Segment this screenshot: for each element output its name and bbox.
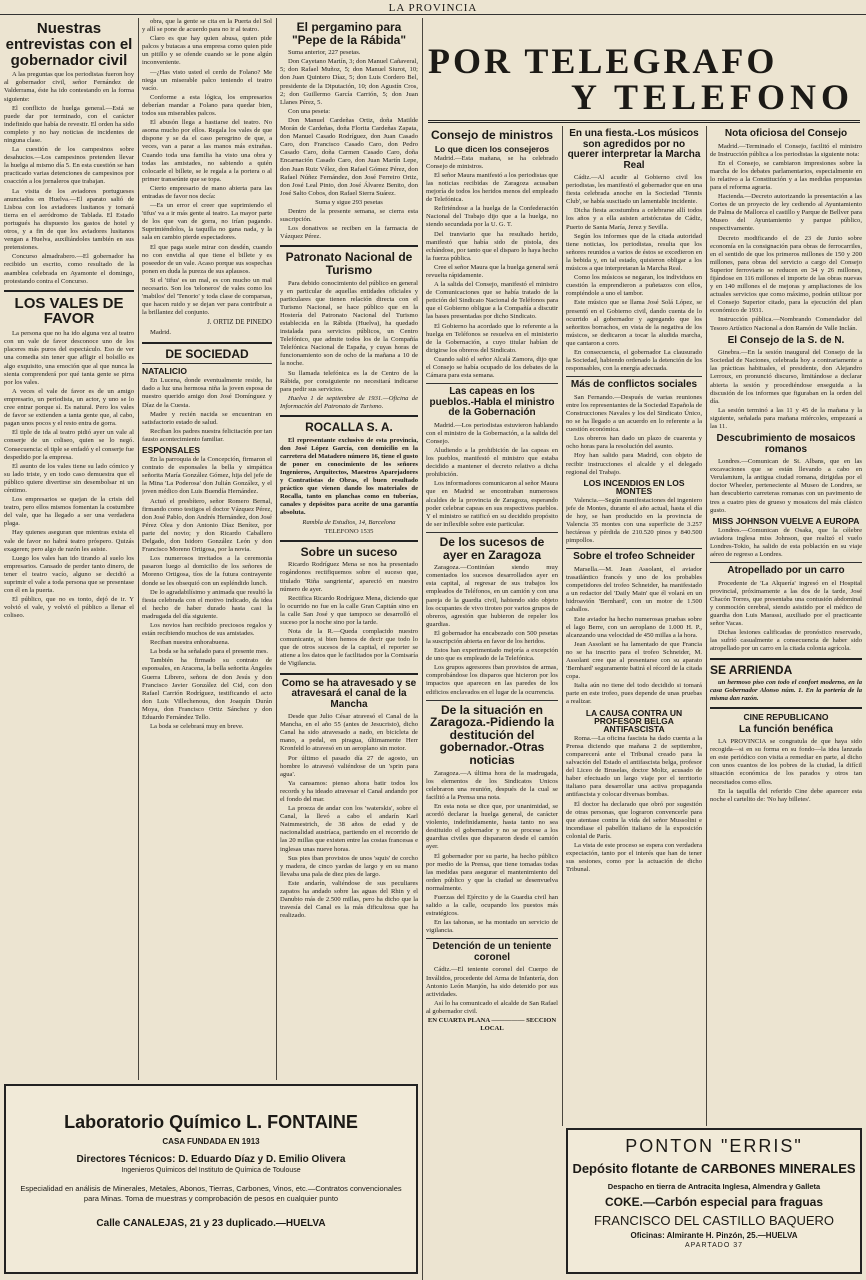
paragraph: A las preguntas que los periodistas fueron hoy al gobernador civil, señor Fernández de Valderrama, éste ha ido contestando en la forma siguiente:: [4, 71, 134, 103]
page-reference: EN CUARTA PLANA ————— SECCION LOCAL: [427, 1017, 557, 1033]
paragraph: —¿Has visto usted el cerdo de Folano? Me niega un miserable palco teniendo el teatro vacío.: [142, 68, 272, 92]
divider: [142, 342, 272, 344]
paragraph: A la salida del Consejo, manifestó el ministro de Comunicaciones que se había tratado de la petición del Sindicato Nacional de Teléfonos para que el Gobierno obligue a la Compañía a discutir las bases presentadas por dicho Sindicato.: [426, 281, 558, 321]
paragraph: Reciban nuestra enhorabuena.: [150, 639, 230, 647]
ad-title: SE ARRIENDA: [710, 662, 793, 677]
telegrafo-banner: [428, 40, 860, 120]
paragraph: —Es un error el creer que suprimiendo el 'tifus' va a ir más gente al teatro. La mayor parte de los que van de gorra, no irían pagando. Suprimiéndolos, la taquilla no gana nada, y la sala en cambio pierde espectadores.: [142, 202, 272, 242]
paragraph: Hoy han salido para Madrid, con objeto de recibir instrucciones el alcalde y el delegado regional del Trabajo.: [566, 452, 702, 476]
paragraph: Por último el pasado día 27 de agosto, un hombre lo atravesó valiéndose de un 'sprin para agua'.: [280, 754, 418, 778]
paragraph: La proeza de andar con los 'waterskis', sobre el Canal, la llevó a cabo el andarín Karl Naimmestrich, de 38 años de edad y de nacionalidad austríaca, partiendo en el recorrido de las 20 millas que existen entre las costas francesas e inglesas unas nueve horas.: [280, 805, 418, 853]
ad-directors: Directores Técnicos: D. Eduardo Díaz y D. Emilio Olivera: [76, 1154, 346, 1165]
paragraph: Reciban los padres nuestra felicitación por tan fausto acontecimiento familiar.: [142, 427, 272, 443]
paragraph: Dentro de la presente semana, se cierra esta suscripción.: [280, 207, 418, 224]
paragraph: Cuando salió el señor Alcalá Zamora, dijo que el Consejo se había ocupado de los debates de la Cámara para esta semana.: [426, 355, 558, 380]
divider: [280, 673, 418, 675]
column-rule: [276, 18, 277, 1080]
subheading: NATALICIO: [142, 366, 188, 377]
ad-text: un hermoso piso con todo el confort moderno, en la casa Gobernador Alonso núm. 1. En la portería de la misma dan razón.: [710, 679, 862, 703]
subheading: CINE REPUBLICANO: [743, 712, 829, 723]
paragraph: San Fernando.—Después de varias reuniones entre los representantes de la Sociedad Española de Construcciones Navales y los del Sindicato Único, no se ha llegado a un acuerdo en lo referente a la cuestión económica.: [566, 393, 702, 434]
ad-text: El representante exclusivo de esta provincia, don José López García, con domicilio en la carretera del Matadero número 16, tiene el gusto de poner en conocimiento de los señores Ingenieros, Arquitectos, Maestros Aparejadores y Contratistas de Obras, el buen resultado práctico que vienen dando los materiales de Rocalla, tanto en planchas como en tuberías, canales y depósitos para aceite de una garantía absoluta.: [280, 436, 418, 517]
paragraph: Los informadores comunicaron al señor Maura que en Madrid se encontraban numerosos alcaldes de la provincia de Zaragoza, esperando poder celebrar capeas en sus respectivos pueblos. Y el ministro se ratificó en su decidido propósito de ser inflexible sobre este particular.: [426, 480, 558, 528]
paragraph: LA PROVINCIA se congratula de que haya sido recogida—si en su forma en su fondo—la idea lanzada en este periódico con visita a remediar en parte, al dicho con unos cuantos de los pobres de la ciudad, la difícil situación económica de los parados y otros tan necesitados como ellos.: [710, 738, 862, 786]
paragraph: Ricardo Rodríguez Mena se nos ha presentado rogándonos rectifiquemos sobre el suceso que, titulado 'Riña sangrienta', apareció en nuestro número de ayer.: [280, 561, 418, 593]
paragraph: Valencia.—Según manifestaciones del ingeniero jefe de Montes, durante el año actual, hasta el día de hoy, se han producido en la provincia de Valencia 35 montes con una superficie de 3.257 hectáreas y pérdida de 210.520 pinos y 840.500 pimpollos.: [566, 496, 702, 545]
paragraph: Cree el señor Maura que la huelga general será revuelta rápidamente.: [426, 263, 558, 279]
divider: [142, 363, 272, 364]
paragraph: Zaragoza.—A última hora de la madrugada, los elementos de los Sindicatos Unicos celebraron una reunión, después de la cual se facilitó a la Prensa una nota.: [426, 769, 558, 801]
paragraph: En consecuencia, el gobernador La clausurado la Sociedad, habiendo ordenado la detención de los responsables, con la energía adecuada.: [566, 348, 702, 373]
banner-rule: [428, 120, 860, 123]
divider: [280, 415, 418, 417]
paragraph: Marsella.—M. Jean Assolant, el aviador trasatlántico francés y uno de los probables competidores del trofeo Schneider, ha manifestado a un redactor del 'Daily Main' que él volará en un hidroavión 'Bernhard', con un motor de 1.500 caballos.: [566, 565, 702, 614]
headline: De la situación en Zaragoza.-Pidiendo la destitución del gobernador.-Otras noticias: [429, 702, 555, 767]
column-rule: [138, 18, 139, 1080]
paragraph: Este músico que se llama José Solá López, se presentó en el Gobierno civil, dando cuenta de lo ocurrido al gobernador y agregando que los señoritos borrachos, en vista de la negativa de los músicos, se dedicaron a tocar la aludida marcha, que cantaron a coro.: [566, 299, 702, 347]
headline: Como se ha atravesado y se atravesará el canal de la Mancha: [281, 677, 417, 710]
ad-line: Ingenieros Químicos del Instituto de Química de Toulouse: [121, 1167, 301, 1174]
paragraph: Desde que Julio César atravesó el Canal de la Mancha, en el año 55 (antes de Jesucristo), dicho Canal ha sido atravesado a nado, en bicicleta de mano, a pedal, en piragua, últimamente Herr Kronfeld lo atravesó en un aeroplano sin motor.: [280, 713, 418, 753]
paragraph: Los donativos se reciben en la farmacia de Vázquez Pérez.: [280, 225, 418, 241]
paragraph: Madrid.—Los periodistas estuvieron hablando con el ministro de la Gobernación, a la salida del Consejo.: [426, 421, 558, 445]
paragraph: Ya cansamos: pienso ahora batir todos los records y ha ideado atravesar el Canal andando por el fondo del mar.: [280, 779, 418, 803]
paragraph: Para debido conocimiento del público en general y en particular de aquellas entidades oficiales y particulares que tienen relación directa con el Turismo Nacional, se hace público que en la Hostería del Patronato Nacional del Turismo establecida en la Rábida (Huelva), ha quedado instalada para servicios públicos, un Centro Telefónico, que admite todos los de la Compañía Telefónica Nacional de España, y cuyas horas de funcionamiento son de ocho de la mañana a 10 de la noche.: [280, 279, 418, 368]
paragraph: Dichas lesiones calificadas de pronóstico reservado, las sufrió casualmente a consecuencia de haber sido atropellado por un carro en la citada colonia agrícola.: [710, 629, 862, 653]
paragraph: Instrucción pública.—Nombrando Comendador del Tesoro Artístico Nacional a don Ramón de Valle Inclán.: [710, 316, 862, 332]
paragraph: Dicha fiesta acostumbra a celebrarse allí todos los años y a ella asisten aristócratas de Cádiz, Puerto de Santa María, Jerez y Sevilla.: [566, 207, 702, 231]
ad-line: Especialidad en análisis de Minerales, Metales, Abonos, Tierras, Carbones, Vinos, etc.—Contratos convencionales para Minas. Toma de muestras y comprobación de pesos en cualquier punto: [20, 1184, 402, 1203]
paragraph: De lo agradabilísimo y animada que resultó la fiesta celebrada con el motivo indicado, da idea el hecho de haber durado hasta casi la madrugada del día siguiente.: [142, 588, 272, 620]
paragraph: La boda se ha señalado para el presente mes.: [150, 648, 269, 656]
ad-address: Rambla de Estudios, 14, Barcelona: [302, 518, 396, 526]
paragraph: Claro es que hay quien abusa, quien pide palcos y butacas a una empresa como quien pide un pitillo y se ofende cuando se le pone algún inconveniente.: [142, 35, 272, 67]
paragraph: Cádiz.—El teniente coronel del Cuerpo de Inválidos, procedente del Arma de Infantería, don Antonio León Manjón, ha sido detenido por sus actividades.: [426, 966, 558, 998]
paragraph: El doctor ha declarado que obró por sugestión de otras personas, que lograron convencerle para que atentase contra la vida del señor Mussolini e incendiase el pabellón italiano de la exposición colonial de París.: [566, 800, 702, 840]
ad-laboratorio: [4, 1084, 418, 1274]
divider: [426, 938, 558, 939]
subheading: ESPONSALES: [142, 445, 201, 455]
paragraph: Sus pies iban provistos de unos 'squis' de corcho y madera, de cinco yardas de largo y en su mano llevaba una pala de diez pies de largo.: [280, 854, 418, 878]
paragraph: La sesión terminó a las 11 y 45 de la mañana y la siguiente, señalada para mañana miércoles, empezará a las 11.: [710, 406, 862, 430]
paragraph: Según los informes que de la citada autoridad tiene noticias, los periodistas, resulta que los señores reunidos a varios de éstos se excedieron en la bebida y, en tal estado, quisieron obligar a los músicos a que interpretaran la Marcha Real.: [566, 232, 702, 273]
paragraph: Nota de la R.—Queda complacido nuestro comunicante, si bien hemos de decir que todo lo que de otros sucesos de la capital, el reporter se atiene a los datos que le facilitados por la Comisaría de Vigilancia.: [280, 628, 418, 668]
headline: Descubrimiento de mosaicos romanos: [716, 433, 856, 455]
section-heading: DE SOCIEDAD: [165, 346, 249, 361]
paragraph: Madrid.—Esta mañana, se ha celebrado Consejo de ministros.: [426, 154, 558, 170]
paragraph: Refiriéndose a la huelga de la Confederación Nacional del Trabajo dijo que a la huelga, no siendo secundada por la U. G. T.: [426, 205, 558, 229]
paragraph: El conflicto de huelga general.—Está se puede dar por terminado, con el carácter indefinido que había de revestir. El orden ha sido completo y no hay noticias de incidentes de ninguna clase.: [4, 104, 134, 144]
paragraph: Procedente de 'La Alquería' ingresó en el Hospital provincial, próximamente a las dos de la tarde, José Chacón Torres, que presentaba una contusión abdominal y conmoción cerebral, siendo asistido por el médico de guardia don Luis Marassi, auxiliado por el practicante señor Vacas.: [710, 579, 862, 628]
paragraph: Conforme a esta lógica, los empresarios deberían mandar a Folano para quedar bien, todos sus miserables palcos.: [142, 93, 272, 118]
headline: Nota oficiosa del Consejo: [724, 128, 848, 139]
column-rule: [422, 18, 423, 1280]
headline: La función benéfica: [739, 723, 833, 735]
ad-line: FRANCISCO DEL CASTILLO BAQUERO: [593, 1213, 835, 1228]
column-rule: [706, 126, 707, 1126]
banner-line: POR TELEGRAFO: [428, 41, 778, 81]
paragraph: La vista de este proceso se espera con verdadera expectación, tanto por el interés que han de tener sus sesiones, como por la actuación de dicho Tribunal.: [566, 842, 702, 874]
column-1: [4, 18, 134, 1076]
paragraph: El público, que no es tonto, dejó de ir. Y volvió el vale, y volvió el público a llenar el coliseo.: [4, 596, 134, 620]
paragraph: La visita de los aviadores portugueses anunciados en Huelva.—El aparato salió de Lisboa con los aviadores lusitanos y tomará tierra en el aeródromo de Tablada. El Estado portugués ha dispuesto los gastos de hotel y otros, y a fin de que los aviadores lusitanos vengan a Huelva, auxiliándoles también en sus pretensiones.: [4, 187, 134, 252]
paragraph: La cuestión de los campesinos sobre desahucios.—Los campesinos pretenden llevar la huelga al mismo día 5. En esta cuestión se han practicado varias detenciones de campesinos por coacción a los jornaleros que trabajan.: [4, 146, 134, 186]
paragraph: Luego los vales han ido tirando al suelo los empresarios. Cansado de perder tanto dinero, de tener el teatro vacío, alguno se decidió a suprimir el vale a toda persona que se presentase con él en la puerta.: [4, 554, 134, 595]
paragraph: Este aviador ha hecho numerosas pruebas sobre el lago Berre, con un aeroplano de 1.000 H. P., alcanzando una velocidad de 450 millas a la hora.: [566, 615, 702, 639]
ad-address: Calle CANALEJAS, 21 y 23 duplicado.—HUELVA: [96, 1218, 326, 1229]
ad-line: APARTADO 37: [684, 1242, 744, 1249]
paragraph: También ha firmado su contrato de esponsales, en Aracena, la bella señorita Ángeles Guerra Librero, señora de don Jesús y don Francisco Javier González del Cid, con don Rafael Carrión Rodríguez, testificando el acto don Luis Villechenous, don Joaquín Durán Moya, don Francisco Ortiz Sánchez y don Eduardo Fernández Tello.: [142, 657, 272, 721]
paragraph: El gobernador por su parte, ha hecho público por medio de la Prensa, que tiene tomadas todas las medidas para asegurar el mantenimiento del orden público y que la ciudad se desenvuelva normalmente.: [426, 852, 558, 892]
ad-phone: TELEFONO 1535: [324, 527, 374, 535]
ad-address: Oficinas: Almirante H. Pinzón, 25.—HUELVA: [630, 1231, 798, 1240]
paragraph: Decreto modificando el de 23 de Junio sobre economía en la consignación para obras de ferrocarriles, en el sentido de que los primeros millones de 150 y 200 millones, para obras del servicio a cargo del Consejo Superior ferroviario se reducen en 34 y 26 millones, fijándose en 116 millones el importe de las obras nuevas y en 140 millones el de mejoras y ampliaciones de los actuales servicios que como máximo, podrán utilizar por el Consejo Superior citado, para la ejecución del plan económico de 1931.: [710, 234, 862, 315]
subheading: LA CAUSA CONTRA UN PROFESOR BELGA ANTIFASCISTA: [585, 707, 683, 734]
paragraph: Este andarín, valiéndose de sus peculiares zapatos ha andado sobre las aguas del Rhin y el Danubio más de 2.500 millas, pero ha dicho que la travesía del Canal es la más dificultosa que ha realizado.: [280, 879, 418, 920]
paragraph: Cierto empresario de mano abierta para las entradas de favor nos decía:: [142, 184, 272, 200]
ad-title: Laboratorio Químico L. FONTAINE: [64, 1112, 358, 1132]
paragraph: Actuó el presbítero, señor Romero Bernal, firmando como testigos el doctor Vázquez Pérez, don José Pablo, don Andrés Hernández, don José Pérez Olea y don Antonio Díaz Benítez, por parte del novio; y don Ricardo Caballero Delgado, don Isidoro González León y don Francisco Moreno Ortigosa, por la novia.: [142, 497, 272, 554]
headline: El Consejo de la S. de N.: [727, 334, 845, 346]
paragraph: Jean Assolant se ha lamentado de que Francia no se ha inscrito para el trofeo Schneider, M. Assolant cree que al presentarse con su aparato 'Bernhard' seguramente batirá el récord de la citada copa.: [566, 640, 702, 681]
paragraph: Los grupos agresores iban provistos de armas, comprobándose los disparos que hicieron por los impactos que aparecen en las paredes de los edificios enclavados en el lugar de la ocurrencia.: [426, 664, 558, 696]
subheading: Lo que dicen los consejeros: [434, 143, 550, 154]
paragraph: El gobernador ha encabezado con 500 pesetas la suscripción abierta en favor de los heridos.: [426, 629, 558, 645]
headline: Patronato Nacional de Turismo: [285, 250, 413, 277]
paragraph: Su llamada telefónica es la de Centro de la Rábida, por consiguiente no necesitará indicarse para pedir sus servicios.: [280, 369, 418, 393]
paragraph: Madre y recién nacida se encuentran en satisfactorio estado de salud.: [142, 410, 272, 426]
paragraph: La persona que no ha ido alguna vez al teatro con un vale de favor desconoce uno de los placeres más puros del espectáculo. Eso de ver una comedia sin tener que afligir el bolsillo es algo exquisito, una emoción que al que nunca la sienta comprenderá por qué tanta gente se pirra por los vales.: [4, 330, 134, 386]
paragraph: Estos han experimentado mejoría a excepción de uno que es empleado de la Telefónica.: [426, 647, 558, 663]
column-rule: [562, 126, 563, 1126]
paragraph: Aludiendo a la prohibición de las capeas en los pueblos, manifestó el ministro que estaba decidido a mantener el decreto relativo a dicha prohibición.: [426, 447, 558, 479]
ad-title: ROCALLA S. A.: [305, 420, 393, 435]
paragraph: El asunto de los vales tiene su lado cómico y su lado triste, y en todo caso demuestra que el público quiere divertirse sin desembolsar ni un céntimo.: [4, 462, 134, 494]
headline: Atropellado por un carro: [727, 565, 845, 577]
paragraph: Madrid.—Terminado el Consejo, facilitó el ministro de Instrucción pública a los periodistas la siguiente nota:: [710, 142, 862, 158]
paragraph: Los novios han recibido preciosos regalos y están recibiendo muchos de sus amistades.: [142, 621, 272, 638]
divider: [426, 532, 558, 533]
paragraph: El Gobierno ha acordado que lo referente a la huelga en Teléfonos se resuelva en el ministerio de la Gobernación, a cuyo titular habían de dirigirse los obreros del Sindicato.: [426, 322, 558, 354]
paragraph: obra, que la gente se cita en la Puerta del Sol y allí se pone de acuerdo para no ir al teatro.: [142, 18, 272, 34]
paragraph: El señor Maura manifestó a los periodistas que las noticias recibidas de Zaragoza acusaban mejoría de todos los heridos menos del empleado de Telefónica.: [426, 171, 558, 204]
dateline: Madrid.: [150, 329, 172, 337]
headline: Sobre un suceso: [300, 544, 398, 559]
paragraph: Como los músicos se negaran, los individuos en cuestión la emprendieron a puñetazos con ellos, rompiéndole a uno el tambor.: [566, 274, 702, 298]
divider: [710, 562, 862, 563]
ad-line: Despacho en tierra de Antracita Inglesa, Almendra y Galleta: [607, 1182, 821, 1191]
paragraph: El que paga suele mirar con desdén, cuando no con envidia al que tiene el billete y es poseedor de un vale. Acaso porque sus sospechas ponen en duda la pureza de sus aplausos.: [142, 243, 272, 275]
paragraph: Si el 'tifus' es un mal, es con mucho un mal necesario. Son los 'teloneros' de vales como los 'mabilos' del 'Tenorio' y toda clase de comparsas, que hacen ruido y se dejan ver para contribuir a la brillantez del conjunto.: [142, 276, 272, 317]
paragraph: Roma.—La oficina fascista ha dado cuenta a la Prensa diciendo que mañana 2 de septiembre, comparecerá ante el Tribunal creado para la salvación del Estado el antifascista belga, profesor del Liceo de Bruselas, doctor Moltz, acusado de haber efectuado un largo viaje por el territorio italiano para desarrollar una activa propaganda antifascista y colocar diversas bombas.: [566, 734, 702, 799]
ad-ponton-erris: [566, 1128, 862, 1274]
divider: [710, 658, 862, 660]
divider: [280, 540, 418, 542]
paragraph: El tiple de ida al teatro pidió ayer un vale al conserje de un coliseo, quien se lo negó. Consecuencia: el tiple se enfadó y el conserje fue despedido por la empresa.: [4, 429, 134, 461]
column-6: [710, 126, 862, 1122]
paragraph: El abusón llega a hastiarse del teatro. No asoma mucho por ellos. Regala los vales de que dispone y se da el caso peregrino de que, a veces, van a parar a las manos más extrañas. Cuando toda una familia ha visto una obra y todas las amistades, no sabiendo a quién colocarle el billete, se le regala a la portera o al primer transeúnte que se topa.: [142, 119, 272, 183]
paragraph: Rectifica Ricardo Rodríguez Mena, diciendo que lo ocurrido no fue en la calle Gran Capitán sino en la calle San José y que tampoco se desarrolló el suceso por la noche sino por la tarde.: [280, 594, 418, 626]
headline: Las capeas en los pueblos.-Habla el ministro de la Gobernación: [429, 386, 555, 419]
ad-title: PONTON "ERRIS": [625, 1136, 803, 1156]
paragraph: Del tranviario que ha resultado herido, manifestó que había sido de pistola, des echándose, por tanto que el disparo lo haya hecho la fuerza pública.: [426, 230, 558, 262]
paragraph: Don Cayetano Martín, 3; don Manuel Cañaveral, 5; don Rafael Muñoz, 5; don Manuel Siurot, 10; don Juan Quintero Díaz, 5; don Luis Cordero Bel, presidente de la Diputación, 10; don Agustín Cros, 2; don Guillermo García Carrión, 5; don Juan Llanes Pérez, 5.: [280, 58, 418, 106]
paragraph: En las tahonas, se ha montado un servicio de vigilancia.: [426, 919, 558, 935]
paragraph: Concurso almadrabero.—El gobernador ha recibido un escrito, como resultado de la asamblea celebrada en Ayamonte el domingo, protestando contra el Concurso.: [4, 253, 134, 285]
headline: LOS VALES DE FAVOR: [14, 294, 124, 328]
headline: Detención de un teniente coronel: [432, 941, 552, 963]
headline: El pergamino para "Pepe de la Rábida": [291, 20, 407, 47]
headline: De los sucesos de ayer en Zaragoza: [439, 534, 545, 562]
paragraph: Así lo ha comunicado el alcalde de San Rafael al gobernador civil.: [426, 999, 558, 1015]
paragraph: Londres.—Comunican de Osaka, que la célebre aviadora inglesa miss Johnson, que realizó el vuelo Londres-Tokio, ha salido de esta población en su viaje aéreo de regreso a Londres.: [710, 526, 862, 559]
headline: Más de conflictos sociales: [570, 379, 698, 391]
paragraph: Los obreros han dado un plazo de cuarenta y ocho horas para la resolución del asunto.: [566, 435, 702, 451]
headline: En una fiesta.-Los músicos son agredidos por no querer interpretar la Marcha Real: [567, 128, 701, 171]
paragraph: Ginebra.—En la sesión inaugural del Consejo de la Sociedad de Naciones, celebrada hoy a contrariamente a las prácticas habituales, el presidente, don Alejandro Lerroux, en pronunció discurso, limitándose a declarar abierta la sesión y procediéndose enseguida a la discusión de los informes que figuraban en la orden del día.: [710, 349, 862, 405]
running-head: LA PROVINCIA: [0, 2, 866, 15]
banner-line: Y TELEFONO: [570, 77, 854, 117]
divider: [426, 383, 558, 384]
paragraph: Hay quienes aseguran que mientras exista el vale de favor no habrá teatro próspero. Quizás exageren; pero algo de razón les asiste.: [4, 529, 134, 553]
paragraph: En la taquilla del referido Cine debe aparecer esta noche el cartelito de: 'No hay billetes'.: [710, 787, 862, 803]
paragraph: Londres.—Comunican de St. Albans, que en las excavaciones que se están llevando a cabo en Verulamium, la antigua ciudad romana, dirigidas por el doctor Wheeler, perteneciente al Museo de Londres, se han descubierto carreteras romanas con un pavimento de tres a cuatro pies de grueso y mosaicos del más clásico gusto.: [710, 458, 862, 514]
paragraph: Hacienda.—Decreto autorizando la presentación a las Cortes de un proyecto de ley cediendo al Ayuntamiento de Palma de Mallorca el castillo y Parque de Bellver para Museo del Ayuntamiento y parque público, respectivamente.: [710, 193, 862, 233]
paragraph: Fuerzas del Ejército y de la Guardia civil han salido a la calle, ocupando los puestos más estratégicos.: [426, 894, 558, 918]
divider: [710, 707, 862, 709]
paragraph: Cádiz.—Al acudir al Gobierno civil los periodistas, les manifestó el gobernador que en una fiesta celebrada anoche en la Sociedad 'Tennis Club', se había suscitado un lamentable incidente.: [566, 174, 702, 206]
paragraph: Huelva 1 de septiembre de 1931.—Oficina de Información del Patronato de Turismo.: [280, 394, 418, 410]
paragraph: En la parroquia de la Concepción, firmaron el contrato de esponsales la bella y simpática señorita María González Gómez, hija del jefe de la Mina 'La Poderosa' don Julián González, y el joven médico don Luis Buendía Hernández.: [142, 456, 272, 496]
column-3: [280, 18, 418, 1076]
headline: Consejo de ministros: [430, 128, 554, 142]
paragraph: En esta nota se dice que, por unanimidad, se acordó declarar la huelga general, de carácter violento, indefinidamente, hasta tanto no sea destituido el gobernador y no se procese a los guardias civiles que dispararon desde el camión ayer.: [426, 802, 558, 851]
ad-line: Depósito flotante de CARBONES MINERALES: [572, 1161, 856, 1176]
divider: [4, 290, 134, 292]
headline: Sobre el trofeo Schneider: [573, 551, 695, 563]
paragraph: La boda se celebrará muy en breve.: [150, 723, 244, 731]
paragraph: Los empresarios se quejan de la crisis del teatro, pero ellos mismos fomentan la costumbre del vale, que ha llegado a ser una verdadera plaga.: [4, 496, 134, 528]
paragraph: En Lucena, donde eventualmente reside, ha dado a luz una hermosa niña la joven esposa de nuestro querido amigo don José Domínguez y Díaz de la Cuesta.: [142, 377, 272, 409]
paragraph: En el Consejo, se cambiaron impresiones sobre la marcha de los debates parlamentarios, especialmente en lo relativo a la Constitución y a las medidas propuestas para el reforma agraria.: [710, 159, 862, 191]
paragraph: Don Manuel Cardeñas Ortiz, doña Matilde Morán de Cardeñas, doña Florita Cardeñas Zapata, don Manuel Casado Rodríguez, don Juan Casado Caro, don Francisco Casado Caro, don Pedro Casado Caro, doña Carmen Casado Caro, doña Encarnación Casado Caro, don Juan Martín Lepe, don Juan Ruiz Vélez, don Rafael Gómez Pérez, don Rafael Núñez Fernández, don José Ferreiro Ortiz, don José Leal Pinto, don José Álvarez Benito, don José Salto Cobos, don Rafael Sierra Suárez.: [280, 116, 418, 197]
ad-line: COKE.—Carbón especial para fraguas: [604, 1195, 824, 1209]
divider: [566, 376, 702, 377]
paragraph: Suma y sigue 293 pesetas: [315, 198, 383, 206]
column-4: [426, 126, 558, 1272]
divider: [280, 245, 418, 247]
paragraph: Los numerosos invitados a la ceremonia pasaron luego al domicilio de los señores de Moreno Ortigosa, tíos de la futura contrayente donde se les obsequió con un espléndido lunch.: [142, 555, 272, 587]
paragraph: Zaragoza.—Continúan siendo muy comentados los sucesos desarrollados ayer en esta capital, al regresar de sus trabajos los empleados de Teléfonos, en un camión y con una pareja de la guardia civil, habiendo sido objeto los ocupantes de vivo tiroteo por varios grupos de obreros, agresión que hubieron de repeler los guardias.: [426, 564, 558, 628]
byline: J. ORTIZ DE PINEDO: [207, 318, 272, 327]
paragraph: Suma anterior, 227 pesetas.: [288, 49, 361, 57]
divider: [566, 548, 702, 549]
paragraph: Con una peseta:: [288, 107, 331, 115]
subheading: LOS INCENDIOS EN LOS MONTES: [583, 477, 685, 496]
column-5: [566, 126, 702, 1122]
ad-founded: CASA FUNDADA EN 1913: [162, 1137, 260, 1146]
paragraph: Italia aún no tiene del todo decidido si tomará parte en este trofeo, pues depende de unas pruebas a realizar.: [566, 682, 702, 706]
paragraph: A veces el vale de favor es de un amigo empresario, un periodista, un actor, y uno se lo cree entrar porque sí. Es natural. Pero los vales de favor se extienden a tanta gente que, al cabo, pagan unos pocos y el resto entra de gorra.: [4, 387, 134, 428]
headline: Nuestras entrevistas con el gobernador civil: [5, 20, 133, 69]
column-2: [142, 18, 272, 1076]
subheading: MISS JOHNSON VUELVE A EUROPA: [712, 515, 860, 526]
divider: [426, 700, 558, 701]
